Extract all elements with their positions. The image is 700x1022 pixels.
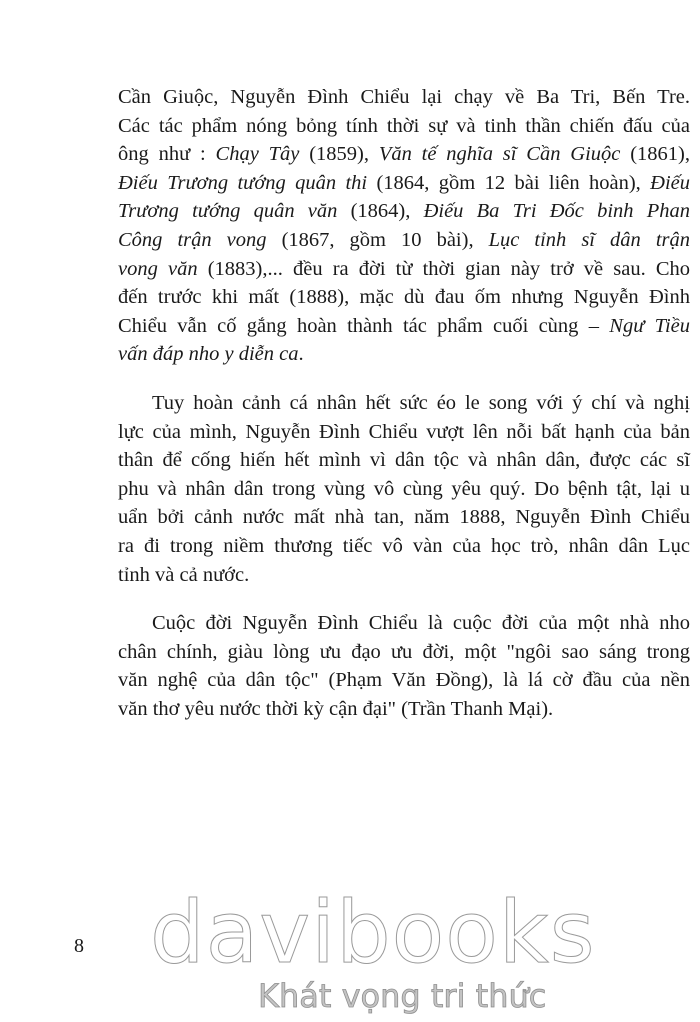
text-segment: (1859),	[299, 143, 379, 166]
text-segment: ông như :	[118, 143, 216, 166]
text-segment: (1864),	[337, 200, 424, 223]
text-line	[118, 312, 690, 341]
paragraph-3	[118, 609, 690, 723]
italic-title: Lục tỉnh sĩ dân trận	[488, 228, 690, 251]
text-segment: văn thơ yêu nước thời kỳ cận đại" (Trần Thanh Mại).	[118, 697, 554, 720]
text-segment: (1861),	[620, 143, 691, 166]
italic-title: Công trận vong	[118, 228, 267, 251]
text-line	[118, 609, 690, 638]
paragraph-2	[118, 389, 690, 589]
text-segment: (1883),... đều ra đời từ thời gian này trở về sau. Cho	[197, 257, 691, 280]
text-line	[118, 695, 690, 724]
text-segment: (1867, gồm 10 bài),	[266, 228, 489, 251]
italic-title: vong văn	[118, 257, 198, 280]
text-segment: chân chính, giàu lòng ưu đạo ưu đời, một "ngôi sao sáng trong	[118, 640, 690, 663]
italic-title: Điếu	[650, 171, 690, 194]
text-line	[118, 475, 690, 504]
text-segment: phu và nhân dân trong vùng vô cùng yêu quý. Do bệnh tật, lại u	[118, 477, 690, 500]
text-segment: (1864, gồm 12 bài liên hoàn),	[367, 171, 651, 194]
text-segment: tỉnh và cả nước.	[118, 563, 250, 586]
text-segment: văn nghệ của dân tộc" (Phạm Văn Đồng), là lá cờ đầu của nền	[118, 669, 690, 692]
text-line	[118, 389, 690, 418]
paragraph-1	[118, 83, 690, 369]
text-segment: uẩn bởi cảnh nước mất nhà tan, năm 1888, Nguyễn Đình Chiểu	[118, 506, 690, 529]
text-segment: Cần Giuộc, Nguyễn Đình Chiểu lại chạy về Ba Tri, Bến Tre.	[118, 86, 690, 108]
text-segment: thân để cống hiến hết mình vì dân tộc và nhân dân, được các sĩ	[118, 449, 690, 472]
text-line	[118, 83, 690, 112]
italic-title: Chạy Tây	[215, 143, 300, 166]
italic-title: Điếu Trương tướng quân thi	[118, 171, 368, 194]
text-line	[118, 283, 690, 312]
text-segment: lực của mình, Nguyễn Đình Chiểu vượt lên nỗi bất hạnh của bản	[118, 420, 690, 443]
text-line	[118, 197, 690, 226]
italic-title: vấn đáp nho y diễn ca	[118, 343, 299, 366]
text-segment: Các tác phẩm nóng bỏng tính thời sự và tinh thần chiến đấu của	[118, 114, 690, 137]
italic-title: Ngư Tiều	[609, 314, 690, 337]
text-segment: đến trước khi mất (1888), mặc dù đau ốm nhưng Nguyễn Đình	[118, 286, 690, 309]
text-line	[118, 446, 690, 475]
text-line	[118, 255, 690, 284]
page-number: 8	[74, 935, 84, 957]
text-segment: ra đi trong niềm thương tiếc vô vàn của học trò, nhân dân Lục	[118, 534, 690, 557]
text-segment: Tuy hoàn cảnh cá nhân hết sức éo le song với ý chí và nghị	[152, 392, 690, 414]
text-segment: Chiểu vẫn cố gắng hoàn thành tác phẩm cuối cùng –	[118, 314, 610, 337]
text-line	[118, 112, 690, 141]
text-line	[118, 561, 690, 590]
text-segment: Cuộc đời Nguyễn Đình Chiểu là cuộc đời của một nhà nho	[152, 612, 690, 634]
watermark-slogan: Khát vọng tri thức	[258, 977, 547, 1015]
text-line	[118, 666, 690, 695]
text-line	[118, 638, 690, 667]
italic-title: Trương tướng quân văn	[118, 200, 338, 223]
text-line	[118, 340, 690, 369]
text-line	[118, 532, 690, 561]
italic-title: Điếu Ba Tri Đốc binh Phan	[423, 200, 691, 223]
text-line	[118, 169, 690, 198]
text-line	[118, 140, 690, 169]
text-segment: .	[298, 343, 304, 366]
text-line	[118, 226, 690, 255]
text-line	[118, 503, 690, 532]
italic-title: Văn tế nghĩa sĩ Cần Giuộc	[378, 143, 621, 166]
text-line	[118, 418, 690, 447]
watermark-logo: davibooks	[150, 883, 596, 983]
